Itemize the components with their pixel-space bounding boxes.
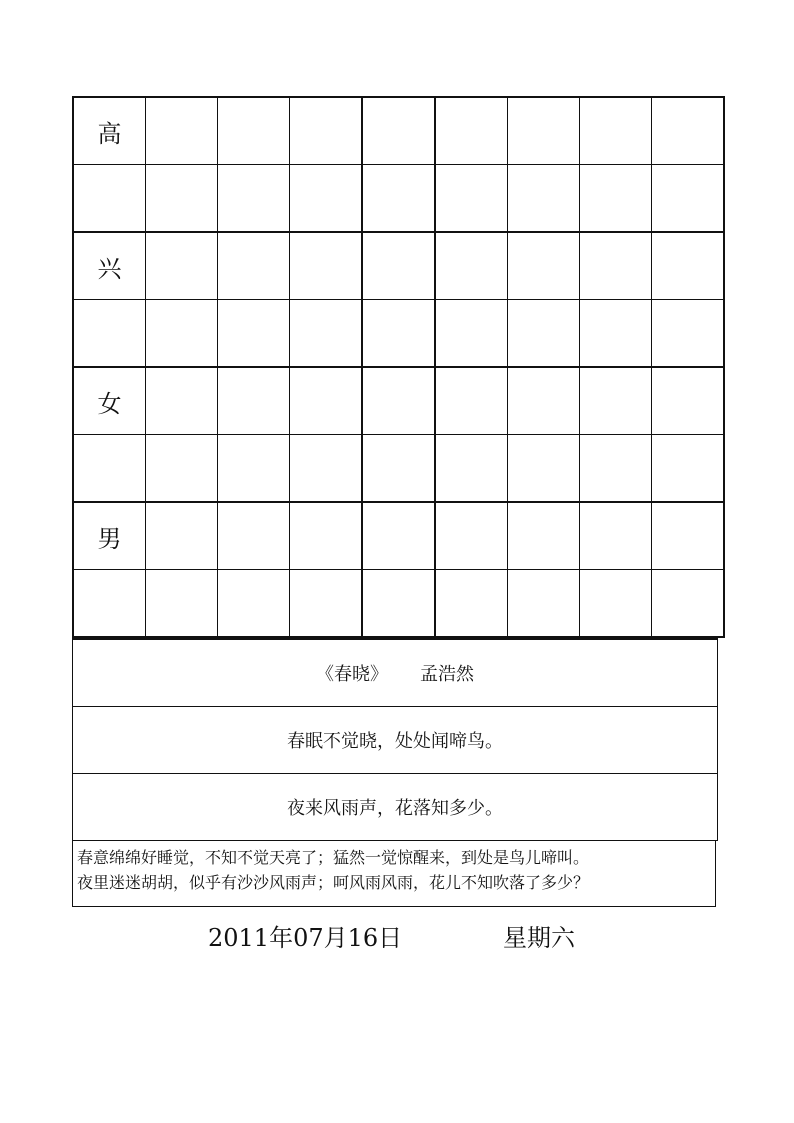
grid-cell — [435, 367, 508, 435]
footer — [0, 918, 794, 954]
grid-cell — [218, 435, 290, 503]
grid-cell — [218, 367, 290, 435]
grid-cell — [580, 165, 652, 233]
grid-cell — [362, 435, 435, 503]
grid-cell — [580, 97, 652, 165]
grid-cell — [508, 367, 580, 435]
grid-row — [73, 300, 724, 368]
grid-row — [73, 435, 724, 503]
weekday-text: 星期六 — [503, 924, 575, 952]
grid-cell — [652, 435, 725, 503]
grid-cell — [580, 300, 652, 368]
grid-cell — [73, 300, 146, 368]
date-text: 2011年07月16日 — [208, 924, 403, 952]
grid-cell — [652, 232, 725, 300]
grid-row — [73, 97, 724, 165]
grid-cell — [290, 435, 363, 503]
translation-line-1: 春意绵绵好睡觉，不知不觉天亮了；猛然一觉惊醒来，到处是鸟儿啼叫。 — [77, 848, 590, 867]
translation-box — [72, 841, 716, 907]
grid-cell — [435, 300, 508, 368]
grid-cell-character: 女 — [73, 367, 146, 435]
poem-line-2: 夜来风雨声，花落知多少。 — [287, 798, 503, 819]
grid-cell — [218, 97, 290, 165]
grid-cell — [580, 570, 652, 638]
grid-cell — [362, 232, 435, 300]
poem-title-row — [72, 638, 718, 707]
grid-cell — [73, 165, 146, 233]
grid-cell — [435, 165, 508, 233]
grid-cell — [146, 97, 218, 165]
grid-cell — [508, 570, 580, 638]
writing-grid — [72, 96, 725, 638]
grid-cell — [290, 570, 363, 638]
grid-cell — [652, 97, 725, 165]
grid-row — [73, 165, 724, 233]
grid-cell — [508, 435, 580, 503]
grid-row — [73, 502, 724, 570]
grid-cell — [146, 570, 218, 638]
grid-cell — [146, 367, 218, 435]
grid-cell — [652, 570, 725, 638]
grid-cell — [362, 367, 435, 435]
grid-cell — [435, 502, 508, 570]
grid-cell — [362, 300, 435, 368]
grid-row — [73, 367, 724, 435]
grid-cell — [290, 165, 363, 233]
grid-cell — [508, 165, 580, 233]
poem-author: 孟浩然 — [420, 664, 474, 685]
translation-line-2: 夜里迷迷胡胡，似乎有沙沙风雨声；呵风雨风雨，花儿不知吹落了多少？ — [77, 873, 590, 892]
grid-row — [73, 570, 724, 638]
grid-cell-character: 兴 — [73, 232, 146, 300]
poem-title: 《春晓》 — [316, 664, 388, 685]
grid-cell — [218, 165, 290, 233]
grid-cell — [290, 97, 363, 165]
grid-cell-character: 男 — [73, 502, 146, 570]
grid-cell — [290, 367, 363, 435]
grid-cell — [508, 300, 580, 368]
grid-cell — [580, 367, 652, 435]
grid-cell — [290, 502, 363, 570]
grid-cell — [435, 570, 508, 638]
grid-cell — [508, 97, 580, 165]
grid-cell — [580, 502, 652, 570]
grid-cell — [218, 502, 290, 570]
practice-sheet — [72, 96, 718, 907]
grid-cell — [146, 435, 218, 503]
grid-cell — [146, 232, 218, 300]
grid-cell — [362, 502, 435, 570]
grid-cell — [652, 300, 725, 368]
grid-cell — [508, 502, 580, 570]
grid-cell — [290, 232, 363, 300]
grid-cell — [508, 232, 580, 300]
grid-cell — [652, 502, 725, 570]
poem-line-1-row — [72, 707, 718, 774]
grid-cell-character: 高 — [73, 97, 146, 165]
grid-cell — [146, 165, 218, 233]
grid-cell — [146, 502, 218, 570]
grid-cell — [362, 570, 435, 638]
grid-cell — [218, 570, 290, 638]
grid-cell — [435, 232, 508, 300]
grid-cell — [362, 97, 435, 165]
grid-cell — [73, 435, 146, 503]
grid-row — [73, 232, 724, 300]
grid-cell — [580, 232, 652, 300]
grid-cell — [146, 300, 218, 368]
grid-cell — [580, 435, 652, 503]
grid-cell — [652, 367, 725, 435]
grid-cell — [435, 97, 508, 165]
grid-cell — [218, 300, 290, 368]
grid-cell — [652, 165, 725, 233]
poem-line-2-row — [72, 774, 718, 841]
grid-cell — [73, 570, 146, 638]
grid-cell — [362, 165, 435, 233]
grid-cell — [290, 300, 363, 368]
poem-line-1: 春眠不觉晓，处处闻啼鸟。 — [287, 731, 503, 752]
grid-cell — [435, 435, 508, 503]
grid-cell — [218, 232, 290, 300]
